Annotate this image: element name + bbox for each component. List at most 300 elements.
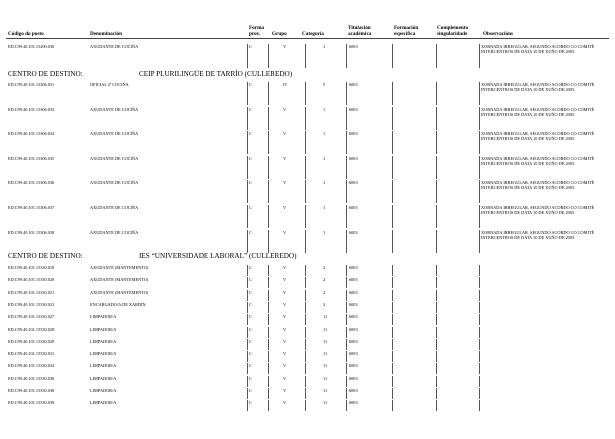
column-divider — [436, 230, 437, 253]
code-cell: ED.C99.40.101.15306.034 — [8, 131, 55, 137]
forma-cell: C — [249, 265, 252, 270]
column-divider — [305, 156, 306, 179]
column-divider — [436, 107, 437, 130]
column-divider — [247, 156, 248, 179]
forma-cell: C — [249, 289, 252, 295]
column-divider — [392, 230, 393, 253]
code-cell: ED.C99.40.101.15306.035 — [8, 155, 55, 161]
code-cell: ED.C99.40.101.15306.038 — [8, 229, 55, 235]
column-divider — [247, 363, 248, 374]
column-divider — [436, 277, 437, 288]
forma-cell: C — [249, 375, 252, 381]
forma-cell: C — [249, 277, 252, 283]
column-divider — [346, 131, 347, 154]
observacions-cell: XORNADA IRREGULAR, SEGUNDO ACORDO CO COMITÉ INTERCENTROS DE DATA 10 DE XUÑO DE 2005. — [481, 131, 595, 142]
column-divider — [392, 156, 393, 179]
categoria-cell: 11 — [323, 351, 328, 357]
column-divider — [305, 388, 306, 399]
grupo-cell: V — [283, 205, 287, 210]
column-divider — [268, 388, 269, 399]
header-complemento-line1: Complemento — [437, 25, 469, 31]
observacions-cell: XORNADA IRREGULAR, SEGUNDO ACORDO CO COMITÉ INTERCENTROS DE DATA 10 DE XUÑO DE 2005. — [481, 155, 595, 166]
titulacion-cell: 6003 — [349, 82, 358, 87]
column-divider — [346, 302, 347, 313]
categoria-cell: 2 — [323, 265, 326, 270]
forma-cell: C — [249, 338, 252, 344]
column-divider — [268, 131, 269, 154]
grupo-cell: V — [283, 44, 287, 49]
column-divider — [346, 363, 347, 374]
grupo-cell: V — [283, 326, 287, 332]
grupo-cell: V — [283, 289, 287, 295]
denomination-cell: LIMPADOR/A — [90, 326, 117, 332]
header-grupo: Grupo — [272, 31, 287, 37]
code-cell: ED.C99.40.101.15330.023 — [8, 301, 55, 307]
column-divider — [247, 302, 248, 313]
table-row — [0, 314, 615, 325]
column-divider — [268, 400, 269, 411]
forma-cell: C — [249, 82, 252, 87]
column-divider — [247, 44, 248, 68]
column-divider — [268, 265, 269, 276]
column-divider — [479, 327, 480, 338]
column-divider — [268, 290, 269, 301]
code-cell: ED.C99.40.101.15330.031 — [8, 351, 55, 357]
code-cell: ED.C99.40.101.15330.027 — [8, 314, 55, 320]
column-divider — [392, 400, 393, 411]
header-codigo: Código do posto — [8, 31, 44, 37]
column-divider — [268, 277, 269, 288]
observacions-cell: XORNADA IRREGULAR, SEGUNDO ACORDO CO COMITÉ INTERCENTROS DE DATA 10 DE XUÑO DE 2005. — [481, 106, 595, 117]
column-divider — [346, 314, 347, 325]
categoria-cell: 2 — [323, 277, 326, 283]
titulacion-cell: 6003 — [349, 106, 358, 112]
column-divider — [479, 400, 480, 411]
table-row — [0, 376, 615, 387]
header-observacions: Observacións — [483, 31, 513, 37]
column-divider — [346, 180, 347, 203]
column-divider — [247, 277, 248, 288]
denomination-cell: AXUDANTE DE COCIÑA — [90, 131, 139, 137]
column-divider — [247, 131, 248, 154]
column-divider — [479, 180, 480, 203]
titulacion-cell: 6003 — [349, 131, 358, 137]
column-divider — [392, 290, 393, 301]
denomination-cell: AXUDANTE DE COCIÑA — [90, 180, 139, 186]
header-titulacion-line1: Titulación — [348, 25, 371, 31]
column-divider — [392, 44, 393, 68]
column-divider — [392, 107, 393, 130]
column-divider — [436, 82, 437, 105]
titulacion-cell: 6003 — [349, 301, 358, 307]
forma-cell: C — [249, 314, 252, 320]
column-divider — [268, 107, 269, 130]
titulacion-cell: 6003 — [349, 351, 358, 357]
categoria-cell: 11 — [323, 400, 328, 406]
column-divider — [247, 82, 248, 105]
categoria-cell: 1 — [323, 180, 326, 186]
column-divider — [268, 302, 269, 313]
code-cell: ED.C99.40.101.15330.038 — [8, 388, 55, 393]
column-divider — [392, 205, 393, 228]
grupo-cell: V — [283, 375, 287, 381]
denomination-cell: LIMPADOR/A — [90, 400, 117, 406]
code-cell: ED.C99.40.101.15306.031 — [8, 82, 55, 87]
code-cell: ED.C99.40.101.15306.037 — [8, 205, 55, 210]
code-cell: ED.C99.40.101.15330.039 — [8, 400, 55, 406]
forma-cell: C — [249, 205, 252, 210]
column-divider — [436, 265, 437, 276]
column-divider — [436, 388, 437, 399]
observacions-cell: XORNADA IRREGULAR, SEGUNDO ACORDO CO COMITÉ INTERCENTROS DE DATA 10 DE XUÑO DE 2005. — [481, 205, 595, 215]
column-divider — [436, 131, 437, 154]
table-row — [0, 131, 615, 154]
column-divider — [346, 388, 347, 399]
column-divider — [436, 290, 437, 301]
column-divider — [346, 230, 347, 253]
column-divider — [436, 400, 437, 411]
grupo-cell: V — [283, 265, 287, 270]
grupo-cell: IV — [283, 82, 288, 87]
column-divider — [305, 107, 306, 130]
table-row — [0, 277, 615, 288]
forma-cell: C — [249, 131, 252, 137]
denomination-cell: LIMPADOR/A — [90, 363, 117, 369]
categoria-cell: 2 — [323, 301, 326, 307]
grupo-cell: V — [283, 277, 287, 283]
column-divider — [247, 180, 248, 203]
column-divider — [305, 400, 306, 411]
column-divider — [392, 376, 393, 387]
code-cell: ED.C99.40.101.15330.018 — [8, 265, 55, 270]
titulacion-cell: 6003 — [349, 289, 358, 295]
column-divider — [346, 376, 347, 387]
header-forma-line1: Forma — [249, 25, 264, 31]
column-divider — [392, 351, 393, 362]
titulacion-cell: 6003 — [349, 44, 358, 49]
column-divider — [479, 156, 480, 179]
column-divider — [247, 339, 248, 350]
denomination-cell: LIMPADOR/A — [90, 351, 117, 357]
categoria-cell: 2 — [323, 289, 326, 295]
categoria-cell: 1 — [323, 205, 326, 210]
column-divider — [305, 265, 306, 276]
column-divider — [305, 230, 306, 253]
denomination-cell: AXUDANTE (MANTEMENTO) — [90, 277, 149, 283]
column-divider — [392, 302, 393, 313]
column-divider — [479, 107, 480, 130]
column-divider — [479, 363, 480, 374]
code-cell: ED.C99.40.101.15306.033 — [8, 106, 55, 112]
column-divider — [392, 314, 393, 325]
table-row — [0, 400, 615, 411]
column-divider — [346, 351, 347, 362]
code-cell: ED.C99.40.101.15330.036 — [8, 375, 55, 381]
categoria-cell: 5 — [323, 82, 326, 87]
column-divider — [346, 205, 347, 228]
column-divider — [436, 351, 437, 362]
grupo-cell: V — [283, 400, 287, 406]
column-divider — [479, 388, 480, 399]
categoria-cell: 1 — [323, 155, 326, 161]
column-divider — [392, 339, 393, 350]
categoria-cell: 11 — [323, 314, 328, 320]
table-row — [0, 351, 615, 362]
categoria-cell: 11 — [323, 363, 328, 369]
forma-cell: C — [249, 301, 252, 307]
center-destino-name: IES “UNIVERSIDADE LABORAL” (CULLEREDO) — [139, 252, 297, 260]
code-cell: ED.C99.40.101.15330.020 — [8, 277, 55, 283]
observacions-cell: XORNADA IRREGULAR, SEGUNDO ACORDO CO COMITÉ INTERCENTROS DE DATA 10 DE XUÑO DE 2005. — [481, 82, 595, 92]
titulacion-cell: 6003 — [349, 205, 358, 210]
column-divider — [479, 82, 480, 105]
titulacion-cell: 6003 — [349, 314, 358, 320]
denomination-cell: AXUDANTE DE COCIÑA — [90, 229, 139, 235]
column-divider — [436, 363, 437, 374]
column-divider — [305, 376, 306, 387]
column-divider — [268, 82, 269, 105]
column-divider — [346, 265, 347, 276]
forma-cell: C — [249, 229, 252, 235]
categoria-cell: 1 — [323, 44, 326, 49]
column-divider — [479, 131, 480, 154]
column-divider — [479, 314, 480, 325]
column-divider — [346, 82, 347, 105]
code-cell: ED.C99.40.101.15330.028 — [8, 326, 55, 332]
column-divider — [436, 327, 437, 338]
column-divider — [392, 327, 393, 338]
column-divider — [479, 376, 480, 387]
column-divider — [479, 265, 480, 276]
forma-cell: C — [249, 363, 252, 369]
titulacion-cell: 6003 — [349, 338, 358, 344]
table-row — [0, 82, 615, 105]
column-divider — [392, 363, 393, 374]
forma-cell: C — [249, 155, 252, 161]
denomination-cell: AXUDANTE DE COCIÑA — [90, 106, 139, 112]
center-destino-label: CENTRO DE DESTINO: — [8, 70, 83, 78]
grupo-cell: V — [283, 388, 287, 393]
header-divider — [6, 38, 609, 39]
code-cell: ED.C99.40.101.15330.029 — [8, 338, 55, 344]
column-divider — [479, 205, 480, 228]
column-divider — [268, 327, 269, 338]
forma-cell: C — [249, 400, 252, 406]
column-divider — [305, 205, 306, 228]
column-divider — [305, 327, 306, 338]
table-row — [0, 388, 615, 399]
column-divider — [436, 180, 437, 203]
column-divider — [479, 230, 480, 253]
observacions-cell: XORNADA IRREGULAR, SEGUNDO ACORDO CO COMITÉ INTERCENTROS DE DATA 10 DE XUÑO DE 2005. — [481, 180, 595, 191]
column-divider — [305, 339, 306, 350]
column-divider — [346, 400, 347, 411]
table-row — [0, 363, 615, 374]
titulacion-cell: 6003 — [349, 400, 358, 406]
observacions-cell: XORNADA IRREGULAR, SEGUNDO ACORDO CO COMITÉ INTERCENTROS DE DATA 10 DE XUÑO DE 2005. — [481, 44, 595, 54]
grupo-cell: V — [283, 106, 287, 112]
grupo-cell: V — [283, 363, 287, 369]
column-divider — [305, 363, 306, 374]
denomination-cell: AXUDANTE (MANTEMENTO) — [90, 265, 149, 270]
categoria-cell: 11 — [323, 388, 328, 393]
column-divider — [479, 351, 480, 362]
column-divider — [268, 363, 269, 374]
column-divider — [346, 327, 347, 338]
column-divider — [346, 107, 347, 130]
code-cell: ED.C99.40.101.15306.036 — [8, 180, 55, 186]
grupo-cell: V — [283, 180, 287, 186]
categoria-cell: 11 — [323, 375, 328, 381]
column-divider — [247, 230, 248, 253]
code-cell: ED.C99.40.101.15330.021 — [8, 289, 55, 295]
column-divider — [479, 302, 480, 313]
column-divider — [392, 277, 393, 288]
column-divider — [247, 107, 248, 130]
titulacion-cell: 6003 — [349, 388, 358, 393]
titulacion-cell: 6003 — [349, 155, 358, 161]
titulacion-cell: 6003 — [349, 229, 358, 235]
code-cell: ED.C99.40.101.15330.034 — [8, 363, 55, 369]
column-divider — [392, 180, 393, 203]
column-divider — [392, 265, 393, 276]
denomination-cell: AXUDANTE DE COCIÑA — [90, 205, 139, 210]
column-divider — [436, 156, 437, 179]
column-divider — [268, 205, 269, 228]
table-row — [0, 265, 615, 276]
column-divider — [436, 376, 437, 387]
header-categoria: Categoría — [302, 31, 324, 37]
column-divider — [305, 290, 306, 301]
table-row — [0, 230, 615, 253]
denomination-cell: LIMPADOR/A — [90, 388, 117, 393]
header-titulacion-line2: académica — [348, 31, 372, 37]
column-divider — [479, 44, 480, 68]
column-divider — [392, 82, 393, 105]
table-row — [0, 205, 615, 228]
denomination-cell: AXUDANTE DE COCIÑA — [90, 155, 139, 161]
column-divider — [247, 327, 248, 338]
titulacion-cell: 6003 — [349, 265, 358, 270]
column-divider — [268, 351, 269, 362]
column-divider — [305, 314, 306, 325]
column-divider — [268, 156, 269, 179]
denomination-cell: ENCARGADO/A DE XARDÍN — [90, 301, 146, 307]
table-row — [0, 302, 615, 313]
denomination-cell: LIMPADOR/A — [90, 314, 117, 320]
column-divider — [346, 277, 347, 288]
column-divider — [305, 180, 306, 203]
categoria-cell: 11 — [323, 338, 328, 344]
table-row — [0, 107, 615, 130]
titulacion-cell: 6003 — [349, 180, 358, 186]
titulacion-cell: 6003 — [349, 375, 358, 381]
table-row — [0, 339, 615, 350]
denomination-cell: AXUDANTE DE COCIÑA — [90, 44, 139, 49]
column-divider — [268, 314, 269, 325]
grupo-cell: V — [283, 131, 287, 137]
column-divider — [346, 339, 347, 350]
column-divider — [305, 351, 306, 362]
column-divider — [247, 205, 248, 228]
column-divider — [436, 339, 437, 350]
categoria-cell: 1 — [323, 106, 326, 112]
table-row — [0, 156, 615, 179]
column-divider — [305, 302, 306, 313]
column-divider — [436, 314, 437, 325]
grupo-cell: V — [283, 314, 287, 320]
column-divider — [268, 339, 269, 350]
denomination-cell: OFICIAL 2ª COCIÑA — [90, 82, 129, 87]
grupo-cell: V — [283, 155, 287, 161]
header-formacion-line2: específica — [394, 31, 416, 37]
column-divider — [268, 230, 269, 253]
column-divider — [346, 290, 347, 301]
titulacion-cell: 6003 — [349, 277, 358, 283]
titulacion-cell: 6003 — [349, 363, 358, 369]
column-divider — [392, 388, 393, 399]
column-divider — [247, 400, 248, 411]
center-destino-name: CEIP PLURILINGÜE DE TARRÍO (CULLEREDO) — [139, 70, 293, 78]
table-row — [0, 327, 615, 338]
observacions-cell: XORNADA IRREGULAR, SEGUNDO ACORDO CO COMITÉ INTERCENTROS DE DATA 10 DE XUÑO DE 2005. — [481, 229, 595, 240]
grupo-cell: V — [283, 301, 287, 307]
forma-cell: C — [249, 326, 252, 332]
denomination-cell: AXUDANTE (MANTEMENTO) — [90, 289, 149, 295]
column-divider — [305, 131, 306, 154]
table-row — [0, 290, 615, 301]
column-divider — [479, 339, 480, 350]
denomination-cell: LIMPADOR/A — [90, 338, 117, 344]
column-divider — [268, 180, 269, 203]
column-divider — [305, 277, 306, 288]
column-divider — [479, 290, 480, 301]
column-divider — [247, 388, 248, 399]
table-row — [0, 180, 615, 203]
header-forma-line2: prov. — [249, 31, 261, 37]
column-divider — [247, 351, 248, 362]
column-divider — [305, 82, 306, 105]
titulacion-cell: 6003 — [349, 326, 358, 332]
denomination-cell: LIMPADOR/A — [90, 375, 117, 381]
column-divider — [247, 376, 248, 387]
column-divider — [436, 44, 437, 68]
column-divider — [268, 376, 269, 387]
center-destino-label: CENTRO DE DESTINO: — [8, 252, 83, 260]
categoria-cell: 11 — [323, 326, 328, 332]
grupo-cell: V — [283, 351, 287, 357]
categoria-cell: 1 — [323, 131, 326, 137]
column-divider — [305, 44, 306, 68]
column-divider — [346, 156, 347, 179]
column-divider — [479, 277, 480, 288]
column-divider — [247, 290, 248, 301]
column-divider — [392, 131, 393, 154]
header-formacion-line1: Formación — [394, 25, 419, 31]
header-complemento-line2: singularidade — [437, 31, 468, 37]
column-divider — [247, 265, 248, 276]
column-divider — [436, 205, 437, 228]
forma-cell: C — [249, 388, 252, 393]
column-divider — [436, 302, 437, 313]
table-row — [0, 44, 615, 68]
forma-cell: C — [249, 106, 252, 112]
forma-cell: C — [249, 351, 252, 357]
forma-cell: C — [249, 180, 252, 186]
forma-cell: C — [249, 44, 252, 49]
grupo-cell: V — [283, 338, 287, 344]
grupo-cell: V — [283, 229, 287, 235]
